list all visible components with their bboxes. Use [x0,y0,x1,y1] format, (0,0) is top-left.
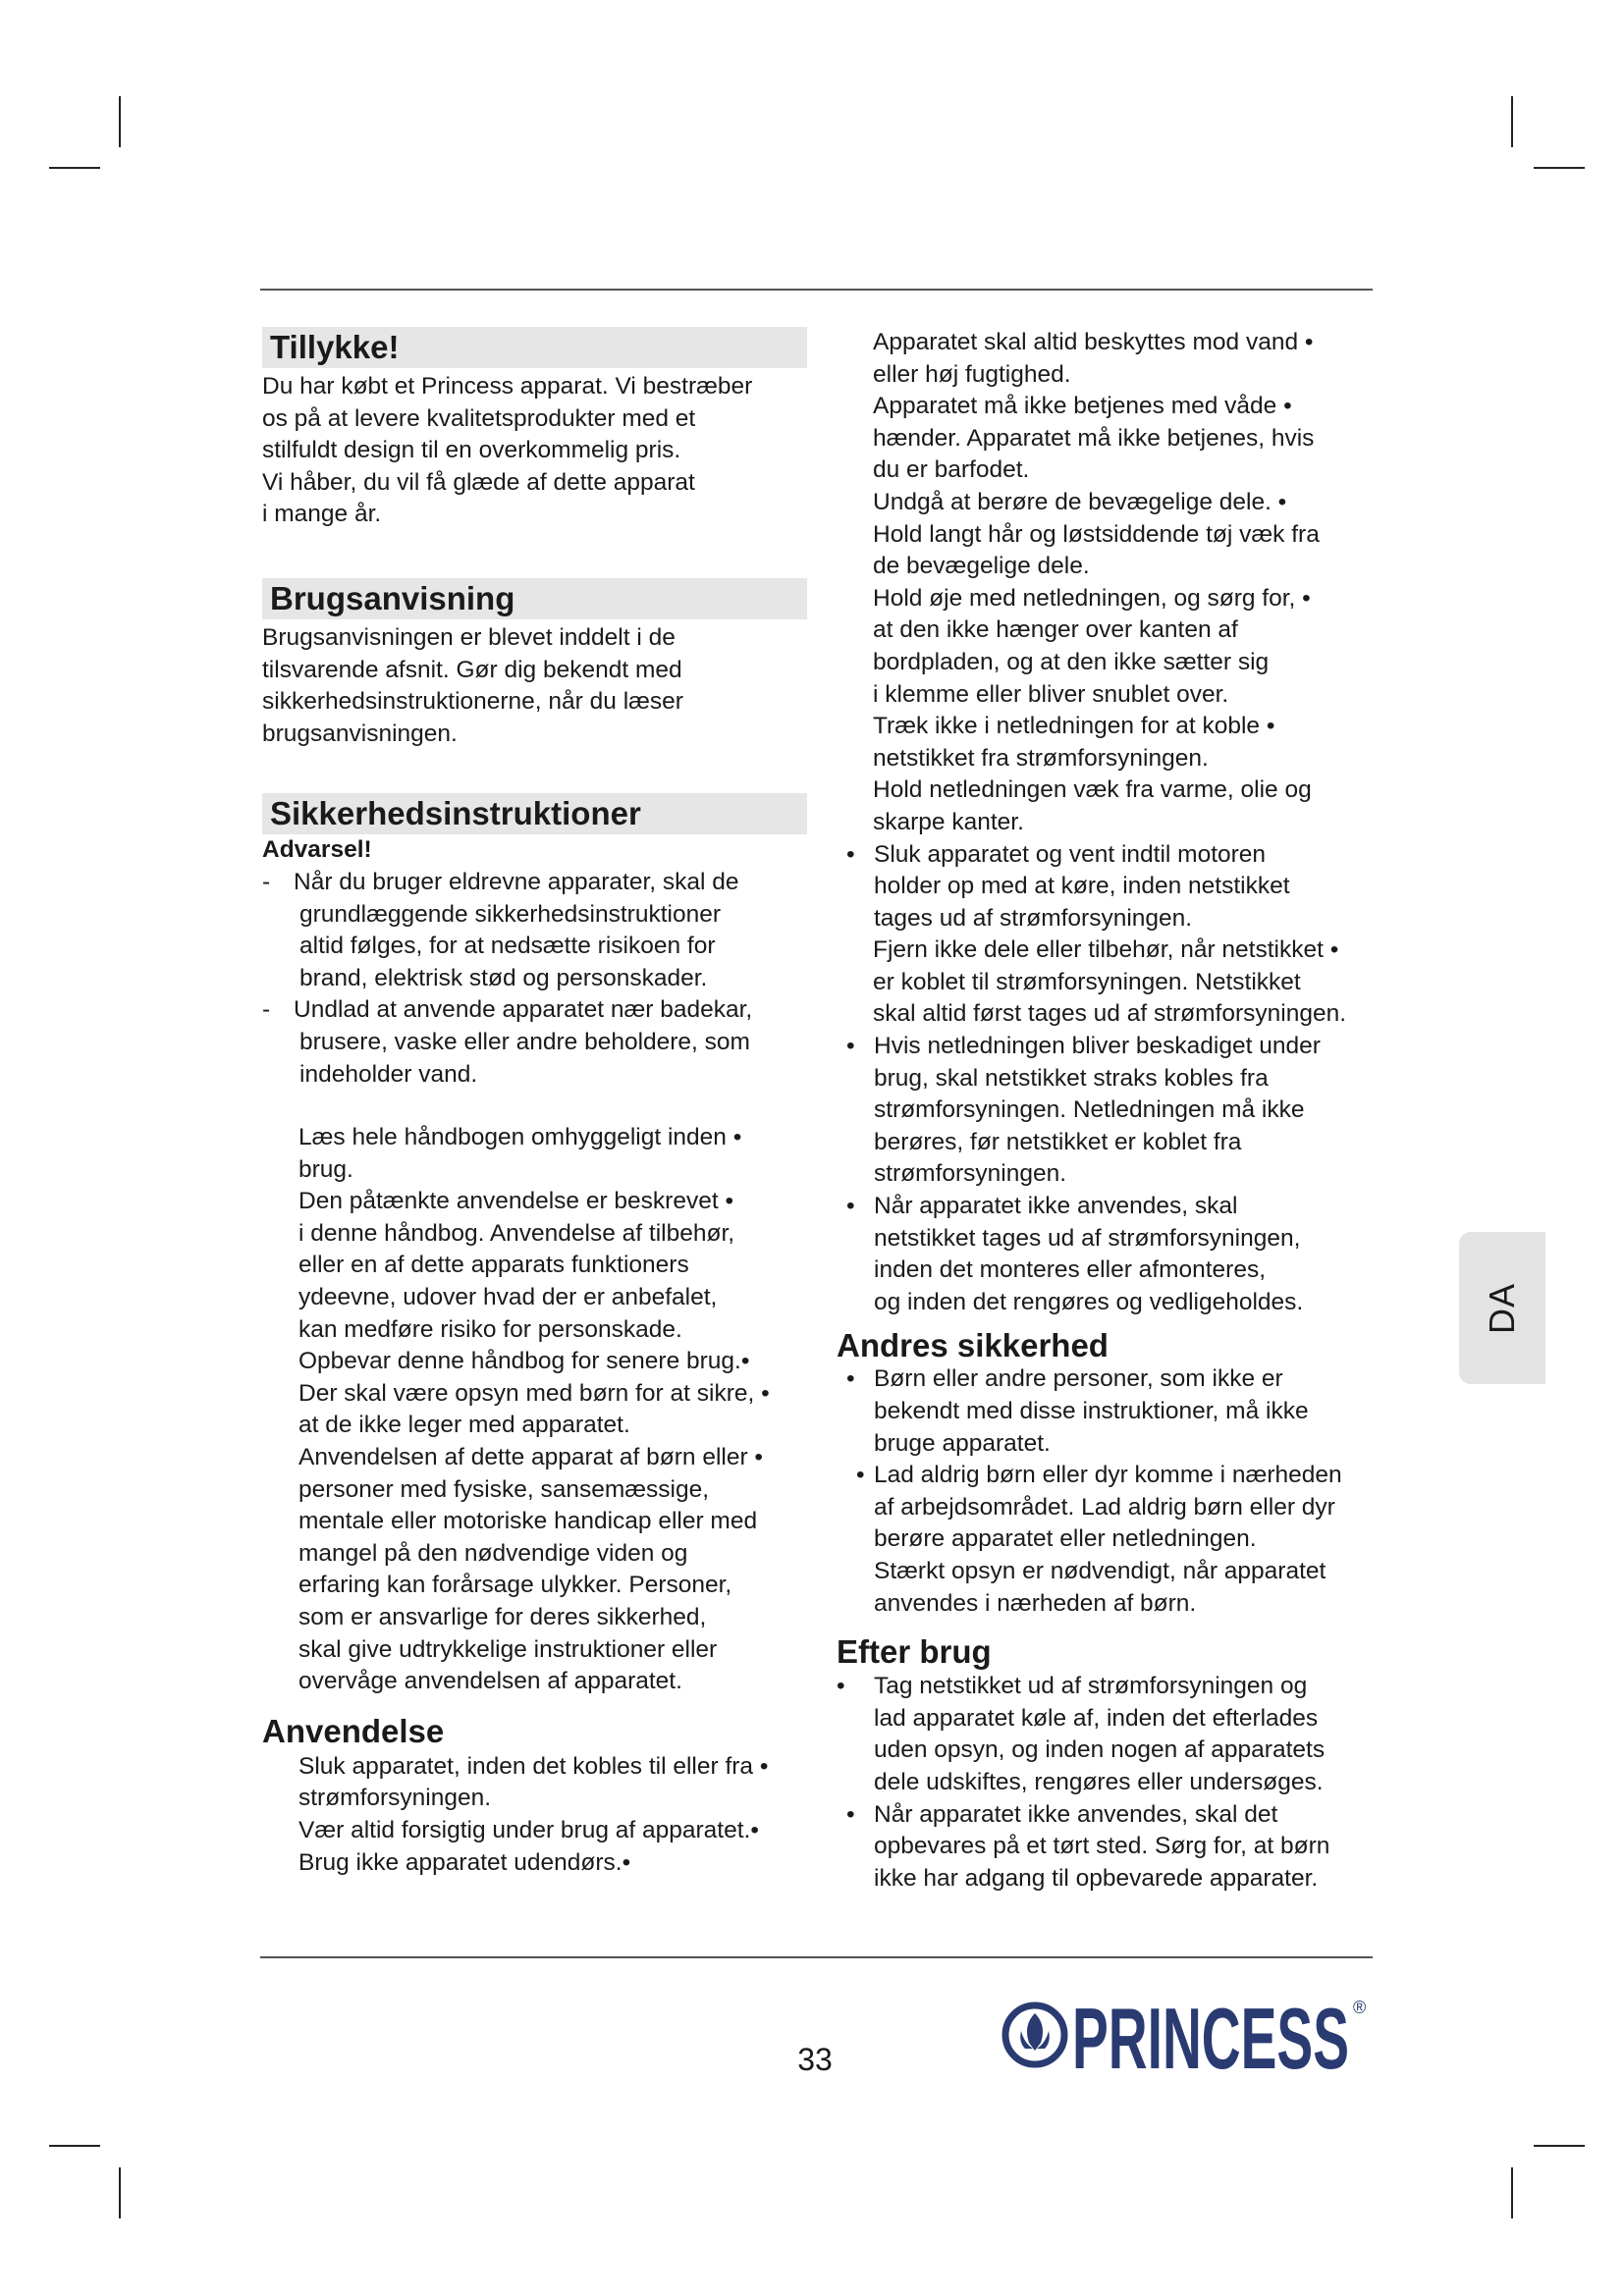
bullet-marker: • [846,840,855,868]
list-item-line: tages ud af strømforsyningen. [874,904,1193,932]
bullet-marker: • [846,1365,855,1393]
page-number: 33 [797,2042,833,2077]
list-item-line: inden det monteres eller afmonteres, [874,1256,1267,1284]
bottom-rule [260,1956,1373,1958]
paragraph-line: at de ikke leger med apparatet. [298,1412,630,1439]
bullet-marker: • [856,1462,865,1489]
bullet-marker: • [846,1800,855,1828]
dash-marker: - [262,996,271,1024]
paragraph-line: at den ikke hænger over kanten af [873,616,1238,644]
list-item-line: altid følges, for at nedsætte risikoen for [299,933,716,960]
bullet-list-item [837,839,1401,935]
paragraph-line: Brug ikke apparatet udendørs.• [298,1848,631,1876]
paragraph-line: Hold øje med netledningen, og sørg for, • [873,584,1311,612]
list-item-line: Når apparatet ikke anvendes, skal det [874,1800,1278,1828]
paragraph-line: stilfuldt design til en overkommelig pris. [262,437,681,464]
registered-mark: ® [1353,1998,1367,2017]
crown-emblem-icon [1005,2005,1064,2064]
paragraph-line: skal altid først tages ud af strømforsyningen. [873,1000,1347,1028]
paragraph-line: eller en af dette apparats funktioners [298,1252,689,1279]
crop-mark [49,2145,100,2147]
paragraph-line: Du har købt et Princess apparat. Vi bestræber [262,373,753,400]
section-heading-brugsanvisning: Brugsanvisning [262,578,807,619]
list-item-line: opbevares på et tørt sted. Sørg for, at børn [874,1833,1330,1860]
crop-mark [119,2167,121,2218]
language-tab [1459,1232,1545,1384]
list-item-line: lad apparatet køle af, inden det efterlades [874,1704,1319,1732]
section-heading-efter: Efter brug [837,1633,992,1671]
bullet-marker: • [837,1673,845,1700]
right-column [837,327,1401,1895]
paragraph-line: erfaring kan forårsage ulykker. Personer, [298,1572,732,1599]
safety-paragraphs-cont [837,327,1401,839]
list-item-line: grundlæggende sikkerhedsinstruktioner [299,900,722,928]
paragraph-line: Undgå at berøre de bevægelige dele. • [873,488,1287,515]
crop-mark [119,96,121,147]
list-item-line: bekendt med disse instruktioner, må ikke [874,1398,1309,1424]
paragraph-line: Der skal være opsyn med børn for at sikre, • [298,1379,770,1407]
list-item-line: strømforsyningen. Netledningen må ikke [874,1096,1305,1124]
paragraph-line: strømforsyningen. [298,1785,492,1812]
paragraph-line: mangel på den nødvendige viden og [298,1539,688,1567]
paragraph-line: ydeevne, udover hvad der er anbefalet, [298,1284,718,1311]
bullet-list-item [837,1363,1401,1460]
list-item-line: Når du bruger eldrevne apparater, skal de [294,868,739,895]
dash-list-item [262,994,807,1091]
paragraph-line: er koblet til strømforsyningen. Netstikket [873,968,1301,995]
list-item-line: brug, skal netstikket straks kobles fra [874,1064,1269,1092]
list-item-line: dele udskiftes, rengøres eller undersøges. [874,1768,1324,1795]
list-item-line: Børn eller andre personer, som ikke er [874,1365,1283,1393]
dash-marker: - [262,868,271,895]
paragraph-line: du er barfodet. [873,456,1030,484]
paragraph-line: brugsanvisningen. [262,720,458,747]
paragraph-line: mentale eller motoriske handicap eller med [298,1508,758,1535]
list-item-line: berøre apparatet eller netledningen. [874,1525,1257,1553]
logo-wordmark: PRINCESS [1072,1990,1349,2078]
paragraph-line: anvendes i nærheden af børn. [874,1589,1197,1617]
list-item-line: Sluk apparatet og vent indtil motoren [874,840,1267,868]
paragraph-line: eller høj fugtighed. [873,360,1071,388]
paragraph-line: Brugsanvisningen er blevet inddelt i de [262,623,676,651]
list-item-line: Når apparatet ikke anvendes, skal [874,1193,1238,1220]
warning-label: Advarsel! [262,836,372,864]
paragraph-line: Anvendelsen af dette apparat af børn eller • [298,1444,764,1471]
list-item-line: af arbejdsområdet. Lad aldrig børn eller dyr [874,1493,1335,1521]
children-paragraph [837,1556,1401,1620]
safety-paragraphs-cont [837,934,1401,1031]
list-item-line: Hvis netledningen bliver beskadiget under [874,1033,1321,1060]
list-item-line: bruge apparatet. [874,1429,1051,1457]
paragraph-line: Træk ikke i netledningen for at koble • [873,713,1275,740]
paragraph-line: Læs hele håndbogen omhyggeligt inden • [298,1124,742,1151]
usage-paragraphs [262,1751,807,1879]
paragraph-line: bordpladen, og at den ikke sætter sig [873,648,1270,675]
paragraph-line: Hold netledningen væk fra varme, olie og [873,776,1312,804]
paragraph-line: Sluk apparatet, inden det kobles til eller fra • [298,1752,769,1780]
section-heading-andres: Andres sikkerhed [837,1327,1109,1364]
bullet-marker: • [846,1033,855,1060]
list-item-line: og inden det rengøres og vedligeholdes. [874,1288,1304,1315]
list-item-line: holder op med at køre, inden netstikket [874,873,1290,900]
paragraph-line: Apparatet må ikke betjenes med våde • [873,393,1292,420]
crop-mark [1511,2167,1513,2218]
paragraph-line: tilsvarende afsnit. Gør dig bekendt med [262,656,682,683]
paragraph-line: i klemme eller bliver snublet over. [873,680,1229,708]
paragraph-line: skal give udtrykkelige instruktioner eller [298,1635,718,1663]
paragraph-line: hænder. Apparatet må ikke betjenes, hvis [873,424,1315,452]
paragraph-line: i mange år. [262,501,382,528]
paragraph-line: Fjern ikke dele eller tilbehør, når netstikket • [873,936,1339,964]
bullet-list-item [837,1191,1401,1318]
paragraph-line: Vær altid forsigtig under brug af apparatet.• [298,1816,759,1843]
paragraph-line: netstikket fra strømforsyningen. [873,744,1209,772]
list-item-line: Tag netstikket ud af strømforsyningen og [874,1673,1308,1700]
paragraph-line: Den påtænkte anvendelse er beskrevet • [298,1188,734,1215]
crop-mark [1511,96,1513,147]
bullet-marker: • [846,1193,855,1220]
list-item-line: brand, elektrisk stød og personskader. [299,964,708,991]
list-item-line: strømforsyningen. [874,1160,1067,1188]
paragraph-line: Vi håber, du vil få glæde af dette apparat [262,468,695,496]
list-item-line: Undlad at anvende apparatet nær badekar, [294,996,753,1024]
list-item-line: uden opsyn, og inden nogen af apparatets [874,1736,1326,1764]
paragraph-line: Opbevar denne håndbog for senere brug.• [298,1348,750,1375]
paragraph-line: kan medføre risiko for personskade. [298,1315,682,1343]
language-tab-label: DA [1482,1282,1522,1334]
left-column [262,327,807,1879]
princess-logo [1001,1988,1375,2078]
section-heading-tillykke: Tillykke! [262,327,807,368]
crop-mark [1534,2145,1585,2147]
crop-mark [49,167,100,169]
bullet-list-item [837,1799,1401,1896]
paragraph-line: sikkerhedsinstruktionerne, når du læser [262,688,683,716]
paragraph-line: os på at levere kvalitetsprodukter med et [262,404,696,432]
paragraph-line: i denne håndbog. Anvendelse af tilbehør, [298,1219,735,1247]
paragraph-line: de bevægelige dele. [873,553,1090,580]
bullet-list-item [837,1460,1401,1556]
list-item-line: brusere, vaske eller andre beholdere, som [299,1028,750,1055]
list-item-line: indeholder vand. [299,1060,478,1088]
paragraph-line: Hold langt hår og løstsiddende tøj væk fra [873,520,1320,548]
paragraph-line: overvåge anvendelsen af apparatet. [298,1668,682,1695]
list-item-line: netstikket tages ud af strømforsyningen, [874,1224,1301,1252]
bullet-list-item [837,1031,1401,1191]
paragraph-line: personer med fysiske, sansemæssige, [298,1475,710,1503]
paragraph-line: Apparatet skal altid beskyttes mod vand • [873,329,1314,355]
list-item-line: Lad aldrig børn eller dyr komme i nærheden [874,1462,1342,1489]
dash-list-item [262,867,807,994]
bullet-list-item [837,1671,1401,1798]
paragraph-line: Stærkt opsyn er nødvendigt, når apparatet [874,1557,1326,1584]
list-item-line: ikke har adgang til opbevarede apparater. [874,1864,1319,1892]
safety-paragraphs [262,1122,807,1698]
paragraph-line: brug. [298,1155,353,1183]
section-heading-anvendelse: Anvendelse [262,1712,445,1749]
crop-mark [1534,167,1585,169]
list-item-line: berøres, før netstikket er koblet fra [874,1128,1242,1155]
section-heading-sikkerhed: Sikkerhedsinstruktioner [262,793,807,834]
paragraph-line: som er ansvarlige for deres sikkerhed, [298,1604,707,1630]
paragraph-line: skarpe kanter. [873,808,1024,835]
top-rule [260,289,1373,291]
